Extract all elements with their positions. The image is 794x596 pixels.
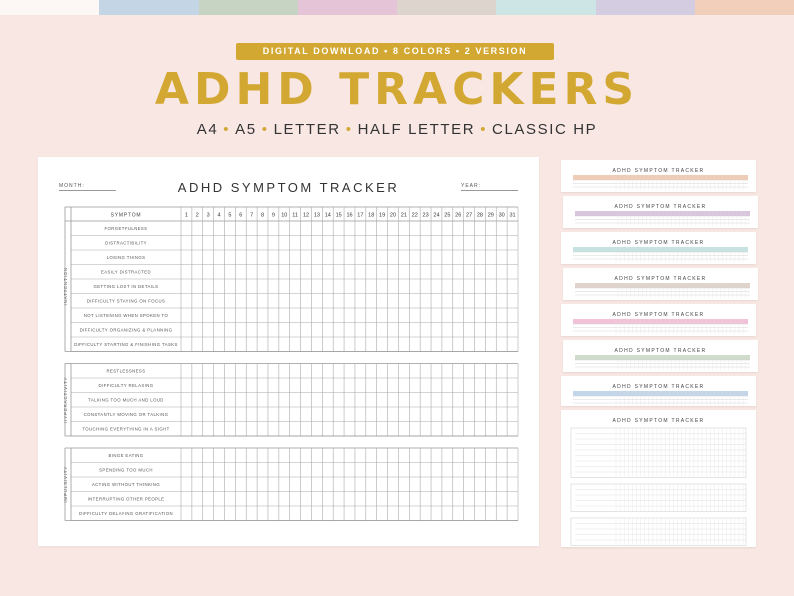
grid-block <box>571 518 746 546</box>
symptom-label: LOSING THINGS <box>106 254 146 260</box>
symptom-label: BINGE EATING <box>108 452 144 458</box>
mini-header-bar <box>575 211 750 216</box>
mini-tracker-sheet <box>563 196 758 228</box>
symptom-label: GETTING LOST IN DETAILS <box>93 283 159 289</box>
format-item: A5 <box>235 121 257 138</box>
day-number: 11 <box>292 212 299 219</box>
format-item: HALF LETTER <box>357 121 476 138</box>
format-item: CLASSIC HP <box>492 121 598 138</box>
day-number: 23 <box>422 212 429 219</box>
tracker-grid <box>38 157 539 546</box>
mini-sheet-title: ADHD SYMPTOM TRACKER <box>612 240 705 246</box>
mini-sheet-title: ADHD SYMPTOM TRACKER <box>612 312 705 318</box>
day-number: 20 <box>389 212 397 219</box>
mini-header-bar <box>573 391 748 396</box>
symptom-label: DIFFICULTY DELAYING GRATIFICATION <box>79 510 173 516</box>
mini-tracker-sheet <box>561 160 756 192</box>
mini-grid <box>563 196 758 228</box>
mini-header-bar <box>575 355 750 360</box>
day-number: 18 <box>368 212 375 219</box>
day-number: 3 <box>206 212 210 219</box>
mini-grid <box>561 410 756 547</box>
day-number: 22 <box>411 212 418 219</box>
mini-sheet-title: ADHD SYMPTOM TRACKER <box>614 276 707 282</box>
day-number: 6 <box>239 212 243 219</box>
color-swatch <box>596 0 695 15</box>
color-swatch <box>496 0 595 15</box>
day-number: 27 <box>466 212 473 219</box>
day-number: 26 <box>455 212 462 219</box>
day-number: 9 <box>271 212 275 219</box>
day-number: 2 <box>195 212 199 219</box>
day-number: 29 <box>487 212 494 219</box>
day-number: 25 <box>444 212 451 219</box>
section-label: HYPERACTIVITY <box>63 376 68 423</box>
mini-grid <box>561 160 756 192</box>
symptom-label: FORGETFULNESS <box>104 225 148 231</box>
format-item: LETTER <box>273 121 341 138</box>
mini-sheet-title: ADHD SYMPTOM TRACKER <box>614 204 707 210</box>
symptom-label: RESTLESSNESS <box>106 368 146 374</box>
bullet-dot: • <box>480 121 488 138</box>
mini-tracker-sheet <box>561 304 756 336</box>
section-label: IMPULSIVITY <box>63 465 68 503</box>
color-swatch <box>298 0 397 15</box>
main-tracker-sheet <box>38 157 539 546</box>
mini-tracker-sheet <box>561 376 756 406</box>
product-title: ADHD TRACKERS <box>154 64 640 115</box>
grid-block <box>571 484 746 512</box>
day-number: 1 <box>184 212 188 219</box>
mini-sheet-title: ADHD SYMPTOM TRACKER <box>612 384 705 390</box>
mini-tracker-sheet <box>563 340 758 372</box>
symptom-label: ACTING WITHOUT THINKING <box>91 481 161 487</box>
product-badge: DIGITAL DOWNLOAD • 8 COLORS • 2 VERSION <box>236 43 554 60</box>
month-label: MONTH: <box>59 183 85 189</box>
mini-grid <box>561 232 756 264</box>
day-number: 10 <box>281 212 288 219</box>
mini-grid <box>563 340 758 372</box>
day-number: 13 <box>313 212 320 219</box>
year-label: YEAR: <box>461 183 482 189</box>
day-number: 5 <box>228 212 232 219</box>
day-number: 8 <box>261 212 265 219</box>
symptom-label: DIFFICULTY STARTING & FINISHING TASKS <box>74 341 178 347</box>
mini-sheet-title: ADHD SYMPTOM TRACKER <box>614 348 707 354</box>
day-number: 21 <box>400 212 407 219</box>
bullet-dot: • <box>261 121 269 138</box>
symptom-label: NOT LISTENING WHEN SPOKEN TO <box>83 312 169 318</box>
grid-block <box>571 428 746 478</box>
format-item: A4 <box>196 121 219 138</box>
bullet-dot: • <box>223 121 231 138</box>
mini-header-bar <box>573 319 748 324</box>
symptom-label: TALKING TOO MUCH AND LOUD <box>88 397 164 403</box>
symptom-label: CONSTANTLY MOVING OR TALKING <box>83 411 169 417</box>
symptom-label: SPENDING TOO MUCH <box>99 467 153 473</box>
symptom-label: DIFFICULTY RELAXING <box>98 382 154 388</box>
day-number: 30 <box>498 212 505 219</box>
day-number: 19 <box>379 212 386 219</box>
day-number: 16 <box>346 212 353 219</box>
mini-grid <box>563 268 758 300</box>
mini-tracker-sheet <box>561 232 756 264</box>
day-number: 28 <box>476 212 484 219</box>
color-swatch <box>99 0 198 15</box>
day-number: 24 <box>433 212 440 219</box>
symptom-header: SYMPTOM <box>110 212 142 219</box>
day-number: 15 <box>335 212 342 219</box>
format-list <box>0 120 794 140</box>
color-swatch-strip <box>0 0 794 15</box>
day-number: 17 <box>357 212 364 219</box>
day-number: 12 <box>302 212 310 219</box>
mini-grid <box>561 304 756 336</box>
color-swatch <box>0 0 99 15</box>
mini-tracker-sheet <box>563 268 758 300</box>
color-swatch <box>199 0 298 15</box>
bullet-dot: • <box>345 121 353 138</box>
color-swatch <box>695 0 794 15</box>
symptom-label: INTERRUPTING OTHER PEOPLE <box>87 496 165 502</box>
mini-header-bar <box>573 175 748 180</box>
mini-grid <box>561 376 756 408</box>
day-number: 4 <box>217 212 221 219</box>
mini-sheet-title: ADHD SYMPTOM TRACKER <box>612 168 705 174</box>
mini-header-bar <box>573 247 748 252</box>
symptom-label: TOUCHING EVERYTHING IN A SIGHT <box>82 426 170 432</box>
day-number: 7 <box>250 212 254 219</box>
symptom-label: DISTRACTIBILITY <box>105 240 147 246</box>
day-number: 31 <box>509 212 516 219</box>
mini-header-bar <box>575 283 750 288</box>
symptom-label: EASILY DISTRACTED <box>100 269 152 275</box>
symptom-label: DIFFICULTY STAYING ON FOCUS <box>86 298 166 304</box>
sheet-title: ADHD SYMPTOM TRACKER <box>177 180 400 195</box>
mini-sheet-title: ADHD SYMPTOM TRACKER <box>612 418 705 424</box>
mini-tracker-sheet-full <box>561 410 756 547</box>
day-number: 14 <box>324 212 331 219</box>
section-label: INATTENTION <box>63 267 68 306</box>
color-swatch <box>397 0 496 15</box>
symptom-label: DIFFICULTY ORGANIZING & PLANNING <box>79 327 173 333</box>
